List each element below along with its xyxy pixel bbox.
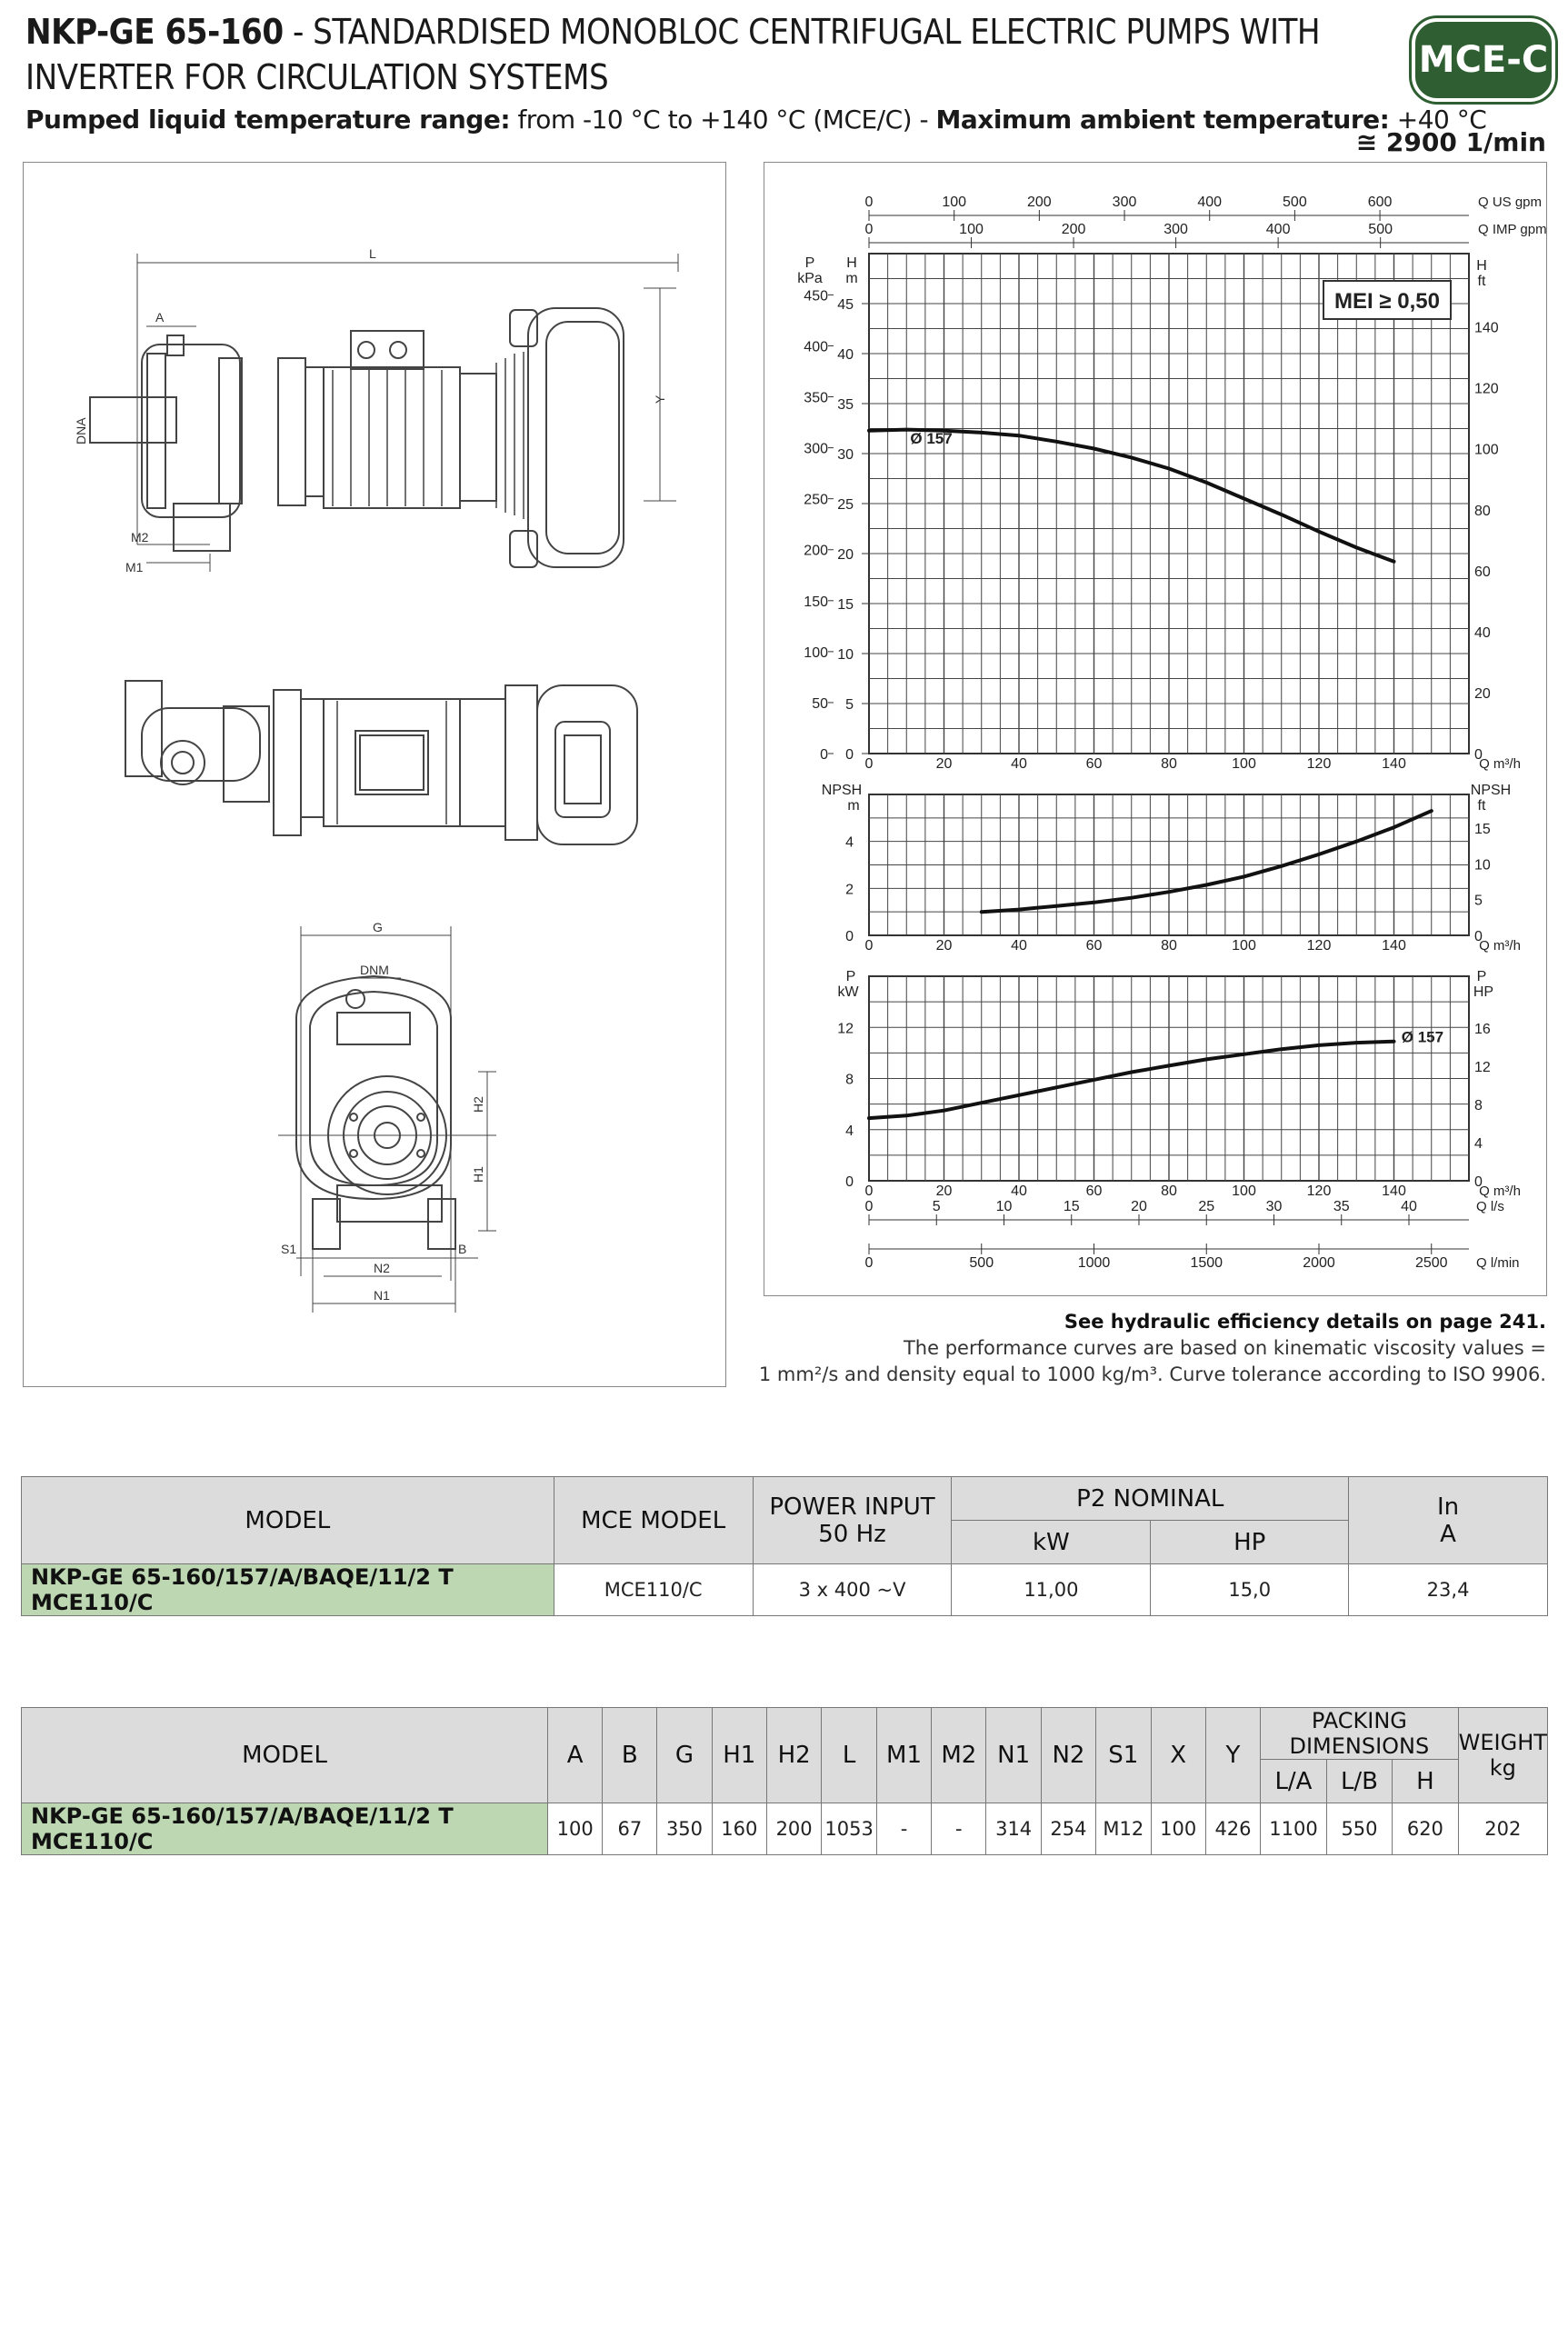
ambient-label: Maximum ambient temperature:: [935, 105, 1390, 135]
npsh-q-tick: 140: [1382, 938, 1406, 954]
power-left-label: P: [845, 969, 856, 984]
power-curve-label: Ø 157: [1401, 1028, 1444, 1046]
cell-power: 3 x 400 ~V: [753, 1564, 952, 1616]
head-ft-tick: 0: [1474, 747, 1483, 763]
th-pack-0: L/A: [1261, 1760, 1327, 1803]
th-weight-label: WEIGHT: [1458, 1730, 1547, 1755]
ls-tick: 30: [1265, 1199, 1283, 1214]
head-q-tick: 40: [1011, 756, 1027, 772]
npsh-ft-tick: 10: [1474, 857, 1491, 874]
npsh-m-tick: 0: [845, 929, 854, 944]
power-q-label: Q m³/h: [1479, 1183, 1521, 1199]
th-dim-x: X: [1151, 1708, 1205, 1803]
npsh-m-tick: 2: [845, 882, 854, 898]
us-gpm-tick: 0: [864, 195, 874, 210]
temperature-line: [25, 105, 1486, 135]
imp-gpm-tick: 0: [864, 222, 874, 237]
head-kpa-tick: 100: [804, 644, 828, 661]
head-kpa-tick: 50: [812, 695, 828, 712]
head-m-unit: m: [845, 271, 858, 286]
head-m-tick: 45: [837, 297, 854, 313]
label-H1: H1: [471, 1166, 485, 1183]
cell-weight: 202: [1458, 1803, 1547, 1855]
th-pack-1: L/B: [1326, 1760, 1392, 1803]
lmin-tick: 1500: [1190, 1255, 1223, 1271]
head-kpa-tick: 150: [804, 594, 828, 610]
th-dim-l: L: [822, 1708, 877, 1803]
us-gpm-label: Q US gpm: [1478, 195, 1543, 210]
head-kpa-tick: 400: [804, 339, 828, 355]
th-in-unit: A: [1440, 1520, 1456, 1548]
cell-dim-l: 1053: [822, 1803, 877, 1855]
npsh-q-tick: 20: [935, 938, 953, 954]
power-right-label: P: [1476, 969, 1487, 984]
mce-c-badge: MCE-C: [1412, 18, 1555, 102]
head-h-right-label: H: [1476, 258, 1487, 274]
power-kw-tick: 8: [845, 1072, 854, 1088]
npsh-m-unit: m: [847, 798, 860, 814]
cell-mce: MCE110/C: [554, 1564, 753, 1616]
head-ft-tick: 140: [1474, 320, 1499, 336]
head-q-tick: 0: [864, 756, 874, 772]
th-model: MODEL: [22, 1708, 548, 1803]
head-m-tick: 10: [837, 647, 854, 663]
th-dim-g: G: [657, 1708, 712, 1803]
us-gpm-tick: 300: [1112, 195, 1137, 210]
cell-dim-b: 67: [603, 1803, 657, 1855]
label-A: A: [155, 310, 165, 325]
head-ft-tick: 100: [1474, 442, 1499, 458]
head-kpa-tick: 250: [804, 492, 828, 508]
cell-dim-h2: 200: [766, 1803, 821, 1855]
power-q-tick: 60: [1085, 1183, 1103, 1199]
power-hp-tick: 16: [1474, 1022, 1491, 1038]
chart-labels: [797, 195, 1546, 1271]
cell-dim-m2: -: [932, 1803, 986, 1855]
power-hp-tick: 12: [1474, 1060, 1491, 1076]
npsh-q-label: Q m³/h: [1479, 938, 1521, 954]
ambient-value: +40 °C: [1389, 105, 1487, 135]
th-in-label: In: [1436, 1493, 1460, 1521]
label-N2: N2: [374, 1261, 390, 1275]
npsh-q-tick: 60: [1085, 938, 1103, 954]
head-q-tick: 120: [1306, 756, 1332, 772]
th-pack-2: H: [1393, 1760, 1458, 1803]
cell-dim-n2: 254: [1041, 1803, 1095, 1855]
th-dim-m1: M1: [876, 1708, 931, 1803]
cell-dim-g: 350: [657, 1803, 712, 1855]
lmin-label: Q l/min: [1476, 1255, 1520, 1271]
th-packing-dimensions: PACKING DIMENSIONS: [1261, 1708, 1458, 1760]
th-dim-y: Y: [1205, 1708, 1260, 1803]
ls-label: Q l/s: [1476, 1199, 1504, 1214]
head-m-tick: 15: [837, 597, 854, 613]
cell-pack-1: 550: [1326, 1803, 1392, 1855]
head-kpa-tick: 350: [804, 390, 828, 406]
ls-tick: 20: [1131, 1199, 1147, 1214]
th-power-input: [753, 1477, 952, 1564]
npsh-ft-tick: 15: [1474, 821, 1491, 837]
performance-chart-panel: [764, 162, 1547, 1296]
power-kw-tick: 0: [845, 1174, 854, 1190]
page-title: [25, 9, 1380, 100]
th-dim-m2: M2: [932, 1708, 986, 1803]
npsh-right-label: NPSH: [1470, 783, 1512, 798]
cell-dim-n1: 314: [986, 1803, 1041, 1855]
th-dim-h2: H2: [766, 1708, 821, 1803]
head-m-tick: 40: [837, 347, 854, 363]
imp-gpm-tick: 400: [1265, 222, 1291, 237]
head-m-tick: 30: [837, 447, 854, 463]
ls-tick: 40: [1401, 1199, 1417, 1214]
power-hp-unit: HP: [1473, 984, 1494, 1000]
th-dim-h1: H1: [712, 1708, 766, 1803]
power-q-tick: 40: [1011, 1183, 1027, 1199]
head-h-label: H: [846, 255, 857, 271]
th-p2-nominal: P2 NOMINAL: [952, 1477, 1349, 1521]
imp-gpm-tick: 100: [959, 222, 984, 237]
us-gpm-tick: 600: [1367, 195, 1393, 210]
power-q-tick: 140: [1382, 1183, 1406, 1199]
us-gpm-tick: 500: [1283, 195, 1307, 210]
cell-dim-a: 100: [548, 1803, 603, 1855]
th-dim-n2: N2: [1041, 1708, 1095, 1803]
npsh-q-tick: 120: [1306, 938, 1332, 954]
head-curve-label: Ø 157: [910, 430, 953, 447]
note-viscosity: The performance curves are based on kinematic viscosity values =: [903, 1337, 1546, 1359]
npsh-q-tick: 0: [864, 938, 874, 954]
head-q-tick: 20: [935, 756, 953, 772]
dimensions-table: [21, 1707, 1548, 1855]
temp-value: from -10 °C to +140 °C (MCE/C) -: [510, 105, 936, 135]
pump-drawing: [24, 163, 725, 1386]
head-kpa-tick: 0: [820, 747, 828, 763]
electrical-table: [21, 1476, 1548, 1616]
label-B: B: [458, 1242, 467, 1256]
power-q-tick: 20: [935, 1183, 953, 1199]
label-M1: M1: [125, 560, 144, 574]
note-efficiency: See hydraulic efficiency details on page 241.: [1064, 1311, 1546, 1333]
th-model: MODEL: [22, 1477, 554, 1564]
power-hp-tick: 4: [1474, 1136, 1483, 1153]
label-Y: Y: [653, 394, 667, 404]
label-DNM: DNM: [360, 963, 389, 977]
chart-notes: [759, 1309, 1546, 1388]
note-tolerance: 1 mm²/s and density equal to 1000 kg/m³. Curve tolerance according to ISO 9906.: [758, 1363, 1546, 1385]
us-gpm-tick: 200: [1027, 195, 1052, 210]
power-q-tick: 100: [1232, 1183, 1256, 1199]
cell-pack-2: 620: [1393, 1803, 1458, 1855]
us-gpm-tick: 100: [942, 195, 967, 210]
chart-axes: [828, 210, 1469, 1254]
label-G: G: [373, 920, 383, 934]
npsh-ft-tick: 5: [1474, 893, 1483, 909]
power-hp-tick: 8: [1474, 1098, 1483, 1114]
npsh-left-label: NPSH: [821, 783, 863, 798]
th-mce-model: MCE MODEL: [554, 1477, 753, 1564]
cell-in: 23,4: [1349, 1564, 1548, 1616]
th-weight: [1458, 1708, 1547, 1803]
th-in: [1349, 1477, 1548, 1564]
speed-label: ≅ 2900 1/min: [1355, 127, 1546, 157]
head-m-tick: 5: [845, 697, 854, 713]
head-m-tick: 20: [837, 547, 854, 563]
cell-model: NKP-GE 65-160/157/A/BAQE/11/2 T MCE110/C: [22, 1564, 554, 1616]
th-power-freq: 50 Hz: [818, 1520, 886, 1548]
cell-model: NKP-GE 65-160/157/A/BAQE/11/2 T MCE110/C: [22, 1803, 548, 1855]
ls-tick: 35: [1333, 1199, 1350, 1214]
label-DNA: DNA: [74, 417, 88, 444]
head-q-tick: 140: [1382, 756, 1406, 772]
cell-dim-y: 426: [1205, 1803, 1260, 1855]
us-gpm-tick: 400: [1197, 195, 1223, 210]
head-kpa-tick: 450: [804, 288, 828, 305]
head-q-tick: 80: [1161, 756, 1177, 772]
cell-pack-0: 1100: [1261, 1803, 1327, 1855]
imp-gpm-tick: 300: [1164, 222, 1188, 237]
th-dim-a: A: [548, 1708, 603, 1803]
th-dim-s1: S1: [1096, 1708, 1151, 1803]
head-q-tick: 60: [1085, 756, 1103, 772]
th-dim-n1: N1: [986, 1708, 1041, 1803]
performance-chart: [764, 163, 1546, 1295]
th-weight-unit: kg: [1489, 1755, 1516, 1781]
cell-dim-h1: 160: [712, 1803, 766, 1855]
power-kw-tick: 4: [845, 1123, 854, 1139]
lmin-tick: 500: [969, 1255, 994, 1271]
npsh-q-tick: 100: [1232, 938, 1256, 954]
title-description: - STANDARDISED MONOBLOC CENTRIFUGAL ELECTRIC PUMPS WITH INVERTER FOR CIRCULATION SYSTEMS: [25, 12, 1321, 97]
label-L: L: [369, 246, 376, 261]
power-hp-tick: 0: [1474, 1174, 1483, 1190]
label-M2: M2: [131, 530, 149, 544]
th-power-input-label: POWER INPUT: [769, 1493, 935, 1521]
head-ft-tick: 120: [1474, 381, 1499, 397]
temp-label: Pumped liquid temperature range:: [25, 105, 511, 135]
head-ft-tick: 20: [1474, 685, 1491, 702]
head-kpa-tick: 300: [804, 441, 828, 457]
power-kw-tick: 12: [837, 1021, 854, 1037]
head-m-tick: 25: [837, 497, 854, 513]
imp-gpm-tick: 200: [1061, 222, 1086, 237]
head-p-label: P: [804, 255, 815, 271]
label-H2: H2: [471, 1096, 485, 1113]
imp-gpm-tick: 500: [1368, 222, 1393, 237]
th-hp: HP: [1151, 1521, 1349, 1564]
dimension-drawing-panel: [23, 162, 726, 1387]
npsh-q-tick: 40: [1011, 938, 1027, 954]
head-kpa-tick: 200: [804, 543, 828, 559]
head-q-label: Q m³/h: [1479, 756, 1521, 772]
th-kw: kW: [952, 1521, 1151, 1564]
ls-tick: 5: [932, 1199, 941, 1214]
npsh-q-tick: 80: [1161, 938, 1177, 954]
head-kpa-unit: kPa: [797, 271, 823, 286]
ls-tick: 15: [1063, 1199, 1080, 1214]
npsh-ft-tick: 0: [1474, 929, 1483, 944]
power-q-tick: 80: [1161, 1183, 1177, 1199]
head-ft-tick: 80: [1474, 503, 1491, 519]
head-m-tick: 0: [845, 747, 854, 763]
lmin-tick: 0: [864, 1255, 874, 1271]
ls-tick: 10: [995, 1199, 1013, 1214]
lmin-tick: 2000: [1303, 1255, 1335, 1271]
cell-dim-s1: M12: [1096, 1803, 1151, 1855]
power-q-tick: 0: [864, 1183, 874, 1199]
head-ft-tick: 40: [1474, 624, 1491, 641]
power-q-tick: 120: [1306, 1183, 1332, 1199]
imp-gpm-label: Q IMP gpm: [1478, 222, 1546, 237]
ls-tick: 0: [864, 1199, 874, 1214]
table-row: [22, 1564, 1548, 1616]
title-model: NKP-GE 65-160: [25, 12, 284, 52]
table-row: [22, 1803, 1548, 1855]
th-dim-b: B: [603, 1708, 657, 1803]
lmin-tick: 2500: [1414, 1255, 1448, 1271]
npsh-m-tick: 4: [845, 834, 854, 851]
mei-label: MEI ≥ 0,50: [1334, 289, 1440, 314]
label-N1: N1: [374, 1288, 390, 1303]
ls-tick: 25: [1198, 1199, 1215, 1214]
head-m-tick: 35: [837, 397, 854, 413]
power-kw-unit: kW: [837, 984, 859, 1000]
head-ft-unit: ft: [1477, 274, 1486, 289]
npsh-ft-unit: ft: [1477, 798, 1486, 814]
cell-dim-m1: -: [876, 1803, 931, 1855]
cell-hp: 15,0: [1151, 1564, 1349, 1616]
lmin-tick: 1000: [1077, 1255, 1111, 1271]
cell-dim-x: 100: [1151, 1803, 1205, 1855]
cell-kw: 11,00: [952, 1564, 1151, 1616]
head-ft-tick: 60: [1474, 564, 1491, 580]
head-q-tick: 100: [1232, 756, 1256, 772]
label-S1: S1: [281, 1242, 297, 1256]
